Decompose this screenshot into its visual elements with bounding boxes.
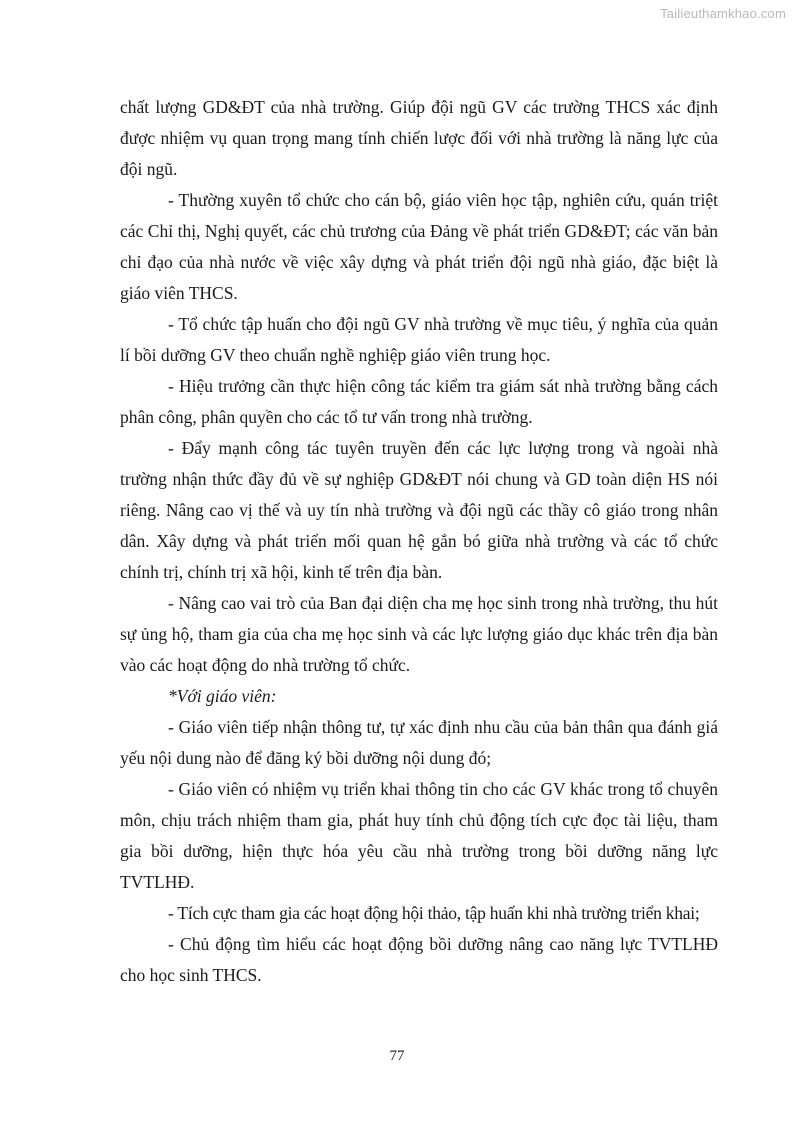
watermark: Tailieuthamkhao.com — [660, 6, 786, 21]
paragraph-bullet: - Hiệu trưởng cần thực hiện công tác kiểm tra giám sát nhà trường bằng cách phân công, phân quyền cho các tổ tư vấn trong nhà trường. — [120, 376, 718, 427]
paragraph-bullet: - Chủ động tìm hiểu các hoạt động bồi dưỡng nâng cao năng lực TVTLHĐ cho học sinh THCS. — [120, 934, 718, 985]
document-body — [120, 92, 718, 991]
paragraph-bullet: - Đẩy mạnh công tác tuyên truyền đến các lực lượng trong và ngoài nhà trường nhận thức đầy đủ về sự nghiệp GD&ĐT nói chung và GD toàn diện HS nói riêng. Nâng cao vị thế và uy tín nhà trường và đội ngũ các thầy cô giáo trong nhân dân. Xây dựng và phát triển mối quan hệ gắn bó giữa nhà trường và các tổ chức chính trị, chính trị xã hội, kinh tế trên địa bàn. — [120, 438, 718, 582]
page-number: 77 — [389, 1048, 405, 1064]
paragraph-bullet: - Thường xuyên tổ chức cho cán bộ, giáo viên học tập, nghiên cứu, quán triệt các Chỉ thị, Nghị quyết, các chủ trương của Đảng về phát triển GD&ĐT; các văn bản chỉ đạo của nhà nước về việc xây dựng và phát triển đội ngũ nhà giáo, đặc biệt là giáo viên THCS. — [120, 190, 718, 303]
paragraph-bullet: - Tổ chức tập huấn cho đội ngũ GV nhà trường về mục tiêu, ý nghĩa của quản lí bồi dưỡng GV theo chuẩn nghề nghiệp giáo viên trung học. — [120, 314, 718, 365]
paragraph-continuation: chất lượng GD&ĐT của nhà trường. Giúp đội ngũ GV các trường THCS xác định được nhiệm vụ quan trọng mang tính chiến lược đối với nhà trường là năng lực của đội ngũ. — [120, 97, 718, 179]
paragraph-bullet: - Nâng cao vai trò của Ban đại diện cha mẹ học sinh trong nhà trường, thu hút sự ủng hộ, tham gia của cha mẹ học sinh và các lực lượng giáo dục khác trên địa bàn vào các hoạt động do nhà trường tổ chức. — [120, 593, 718, 675]
paragraph-bullet: - Giáo viên tiếp nhận thông tư, tự xác định nhu cầu của bản thân qua đánh giá yếu nội dung nào để đăng ký bồi dưỡng nội dung đó; — [120, 717, 718, 768]
paragraph-bullet: - Tích cực tham gia các hoạt động hội thảo, tập huấn khi nhà trường triển khai; — [168, 903, 700, 923]
paragraph-bullet: - Giáo viên có nhiệm vụ triển khai thông tin cho các GV khác trong tổ chuyên môn, chịu trách nhiệm tham gia, phát huy tính chủ động tích cực đọc tài liệu, tham gia bồi dưỡng, hiện thực hóa yêu cầu nhà trường trong bồi dưỡng năng lực TVTLHĐ. — [120, 779, 718, 892]
section-heading: *Với giáo viên: — [168, 686, 277, 706]
